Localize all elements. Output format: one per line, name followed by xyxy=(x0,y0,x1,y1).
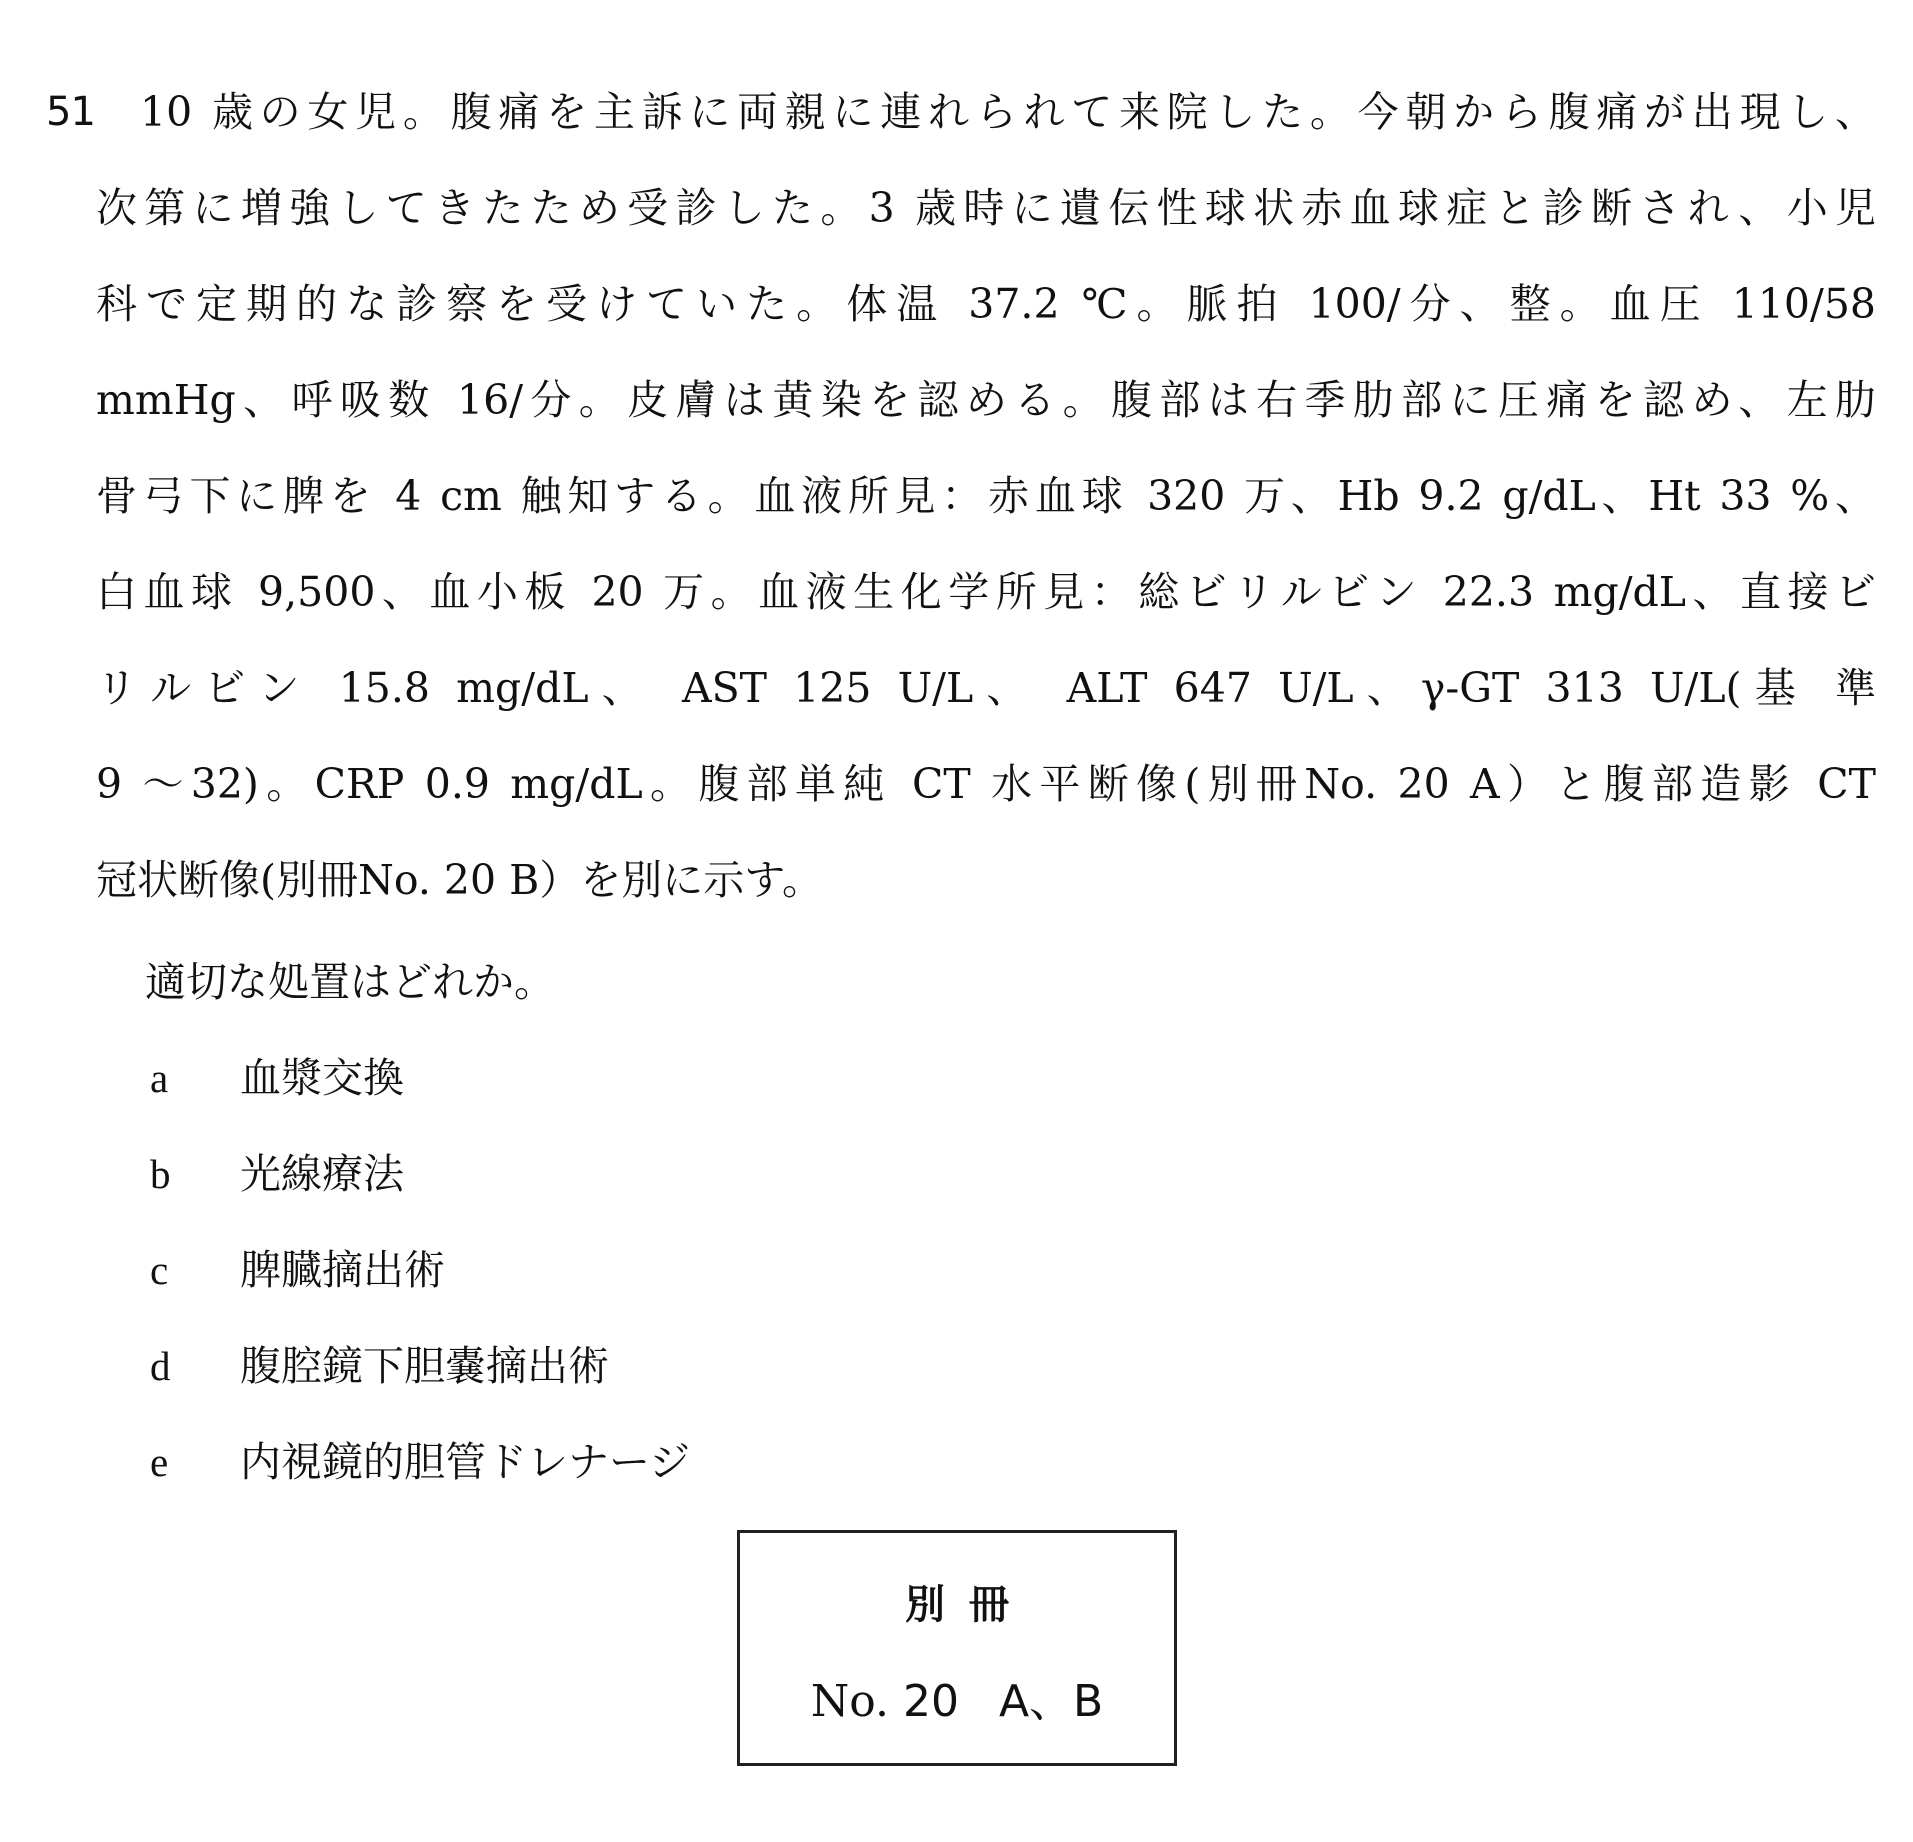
supplement-reference xyxy=(740,1665,1174,1729)
choice-letter: e xyxy=(150,1439,169,1485)
choice-c[interactable] xyxy=(150,1240,445,1300)
stem-line: リルビン 15.8 mg/dL、 AST 125 U/L、 ALT 647 U/L、γ-GT 313 U/L(基 準 xyxy=(96,664,1876,712)
stem-line: 9 ～32)。CRP 0.9 mg/dL。腹部単純 CT 水平断像(別冊No. 20 A）と腹部造影 CT xyxy=(96,760,1876,808)
stem-line: 白血球 9,500、血小板 20 万。血液生化学所見：総ビリルビン 22.3 mg/dL、直接ビ xyxy=(96,568,1876,616)
stem-line: 次第に増強してきたため受診した。3 歳時に遺伝性球状赤血球症と診断され、小児 xyxy=(96,184,1876,232)
choice-text: 血漿交換 xyxy=(240,1054,404,1102)
question-number: 51 xyxy=(46,89,95,135)
choice-d[interactable] xyxy=(150,1336,609,1396)
choice-letter: d xyxy=(150,1343,171,1389)
supplement-reference-box xyxy=(737,1530,1177,1766)
choice-text: 内視鏡的胆管ドレナージ xyxy=(240,1438,691,1486)
supplement-title: 別冊 xyxy=(905,1582,1033,1628)
supplement-ref-prefix: No. xyxy=(810,1676,889,1727)
stem-line: 骨弓下に脾を 4 cm 触知する。血液所見：赤血球 320 万、Hb 9.2 g/dL、Ht 33 %、 xyxy=(96,472,1876,520)
choice-text: 腹腔鏡下胆嚢摘出術 xyxy=(240,1342,609,1390)
stem-line: 科で定期的な診察を受けていた。体温 37.2 ℃。脈拍 100/分、整。血圧 110/58 xyxy=(96,280,1876,328)
stem-line: 冠状断像(別冊No. 20 B）を別に示す。 xyxy=(96,856,823,904)
choice-letter: c xyxy=(150,1247,169,1293)
stem-line: mmHg、呼吸数 16/分。皮膚は黄染を認める。腹部は右季肋部に圧痛を認め、左肋 xyxy=(96,376,1876,424)
choice-b[interactable] xyxy=(150,1144,404,1204)
choice-letter: a xyxy=(150,1055,169,1101)
stem-line: 10 歳の女児。腹痛を主訴に両親に連れられて来院した。今朝から腹痛が出現し、 xyxy=(140,88,1876,136)
supplement-ref-parts: A、B xyxy=(998,1676,1104,1727)
choice-text: 脾臓摘出術 xyxy=(240,1246,445,1294)
question-prompt: 適切な処置はどれか。 xyxy=(145,958,555,1006)
choice-a[interactable] xyxy=(150,1048,404,1108)
supplement-ref-number: 20 xyxy=(902,1676,959,1727)
choice-text: 光線療法 xyxy=(240,1150,404,1198)
choice-e[interactable] xyxy=(150,1432,690,1492)
choice-letter: b xyxy=(150,1151,171,1197)
